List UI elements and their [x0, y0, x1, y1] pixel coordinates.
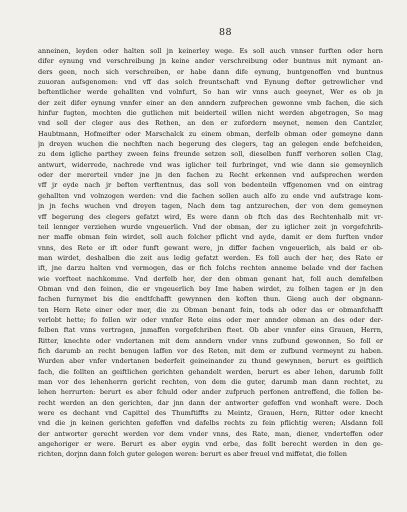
text-line: wie vorfteet nachkomme. Vnd derfelb her, der den obman genant hat, foll auch demfelben	[38, 274, 383, 283]
text-line: der antworter gerecht werden vor dem vnder vnns, des Rate, man, diener, vnderteffen oder	[38, 429, 383, 438]
text-line: gehallten vnd volnzogen werden: vnd die fachen sollen auch alfo zu ende vnd aufstrage kom-	[38, 191, 383, 200]
page-number: 88	[218, 27, 233, 38]
text-line: vff begerung des clegers gefatzt wird, Es were dann ob ftch das des Rechtenhalb mit vr-	[38, 212, 383, 221]
text-line: anneinen, leyden oder halten soll jn keinerley wege. Es soll auch vnnser furften oder hern	[38, 47, 383, 55]
text-line: vnns, des Rete er ift oder funft gewant were, jn differ fachen vngeuerlich, als bald er ob-	[38, 243, 383, 252]
text-line: felben ftat vnns vertragen, jnmaffen vorgefchriben fteet. Ob aber vnnfer eins Grauen, Herrn,	[38, 326, 383, 335]
text-line: der zeit difer eynung vnnfer einer an den anndern zufprechen gewonne vmb fachen, die sich	[38, 98, 383, 107]
text-line: recht werden an den gerichten, dar jnn dann der antworter gefeffen vnd wonhaft were. Doch	[38, 398, 383, 407]
text-line: man vor des lehenherrn gericht rechten, von dem die guter, darumb man dann rechtet, zu	[38, 378, 383, 386]
text-line: richten, dorjnn dann folch guter gelegen weren: berurt es aber freuel vnd miffetat, die follen	[38, 450, 347, 459]
text-line: difer eynung vnd verschreibung jn keine ander verschreibung oder buntnus mit nymant an-	[38, 57, 383, 66]
text-line: Obman vnd den feinen, die er vngeuerlich bey Ime haben wirdet, zu folhen tagen er jn den	[38, 284, 383, 293]
text-line: ten Hern Rete einer oder mer, die zu Obman benant fein, tods ab oder das er obmanfchafft	[38, 305, 383, 314]
text-line: fich darumb an recht benugen laffen vor des Reten, mit dem er zufbund vermeynt zu haben.	[38, 346, 383, 355]
text-line: lehen herrurten: berurt es aber fchuld oder ander zufpruch perfonen antreffend, die follen be-	[38, 388, 383, 397]
text-line: Wurden aber vnfer vndertanen bederfeit geineinander zu thund gewynnen, berurt es geiftlich	[38, 357, 383, 366]
text-line: ift, jne darzu halten vnd vermogen, das er fich folchs rechten anneme belade vnd der fachen	[38, 264, 383, 273]
text-line: hinfur fugten, mochten die gutlichen mit beiderteil willen nicht werden abgetragen, So mag	[38, 109, 383, 118]
text-line: jn dreyen wuchen die nechften nach begerung des clegers, tag an gelegen ende befcheiden,	[38, 140, 383, 149]
text-line: zuuoran aufsgenomen: vnd vff das solch freuntschaft vnd Eynung defter getrewlicher vnd	[38, 78, 383, 87]
text-line: zu dem igliche parthey zween feins freunde setzen soll, dieselben funff verhoren sollen Clag,	[38, 150, 383, 159]
text-line: ders geen, noch sich verschreiben, er habe dann dife eynung, buntgenoffen vnd buntnus	[38, 67, 383, 76]
text-line: jn jn fechs wuchen vnd dreyen tagen, Nach dem tag antzurechen, der von dem gemeynen	[38, 202, 383, 211]
text-line: man wirdet, deshalben die zeit aus ledig gefatzt werden. Es foll auch der her, des Rate er	[38, 253, 383, 262]
text-line: angehoriger er were. Berurt es aber eygin vnd erbe, das follt berecht werden in den ge-	[38, 440, 383, 449]
text-line: ner maffe obman fein wirdet, soll auch folcher pflicht vnd ayde, damit er dem furften vnder	[38, 233, 383, 242]
text-line: oder der mererteil vnder jne jn den fachen zu Recht erkennen vnd aufsprechen werden	[38, 171, 383, 180]
text-line: were es dechant vnd Capittel des Thumftiffts zu Meintz, Grauen, Hern, Ritter oder knecht	[38, 409, 383, 418]
body-text	[38, 46, 383, 460]
text-line: teil lennger verziehen wurde vngeuerlich. Vnd der obman, der zu iglicher zeit jn vorgefchrib-	[38, 222, 383, 231]
text-line: antwurt, widerrede, nachrede vnd was iglicher teil furbringet, vnd wie dann sie gemeynlich	[38, 160, 383, 169]
text-line: Ritter, knechte oder vndertanen mit dem anndern vnder vnns zufbund gewonnen, So foll er	[38, 336, 383, 345]
text-line: verlobt hette; fo follen wir oder vnnfer Rete eins oder mer annder obman an des oder der-	[38, 315, 383, 324]
text-line: beftentlicher werde gehallten vnd volnfurt, So han wir vnns auch geeynet, Wer es ob jn	[38, 88, 383, 97]
text-line: fachen furnymet bis die endtfchafft gewynnen den koften thun. Gieng auch der obgnann-	[38, 295, 383, 304]
text-line: fach, die follten an geiftlichen gerichten gehandelt werden, berurt es aber lehen, darumb follt	[38, 367, 383, 376]
text-line: Haubtmann, Hofmeifter oder Marschalck zu einem obman, derfelb obman oder gemeyne dann	[38, 129, 383, 138]
text-line: vnd die jn keinen gerichten gefeffen vnd dafelbs rechts zu fein pflichtig weren; Alsdann foll	[38, 419, 383, 428]
text-line: vff jr eyde nach jr beften verftentnus, das soll von bedenteiln vffgenomen vnd on eintrag	[38, 181, 383, 190]
text-line: vnd soll der cleger aus des Rethen, an den er zufordern meynet, nemen den Cantzler,	[38, 119, 383, 128]
